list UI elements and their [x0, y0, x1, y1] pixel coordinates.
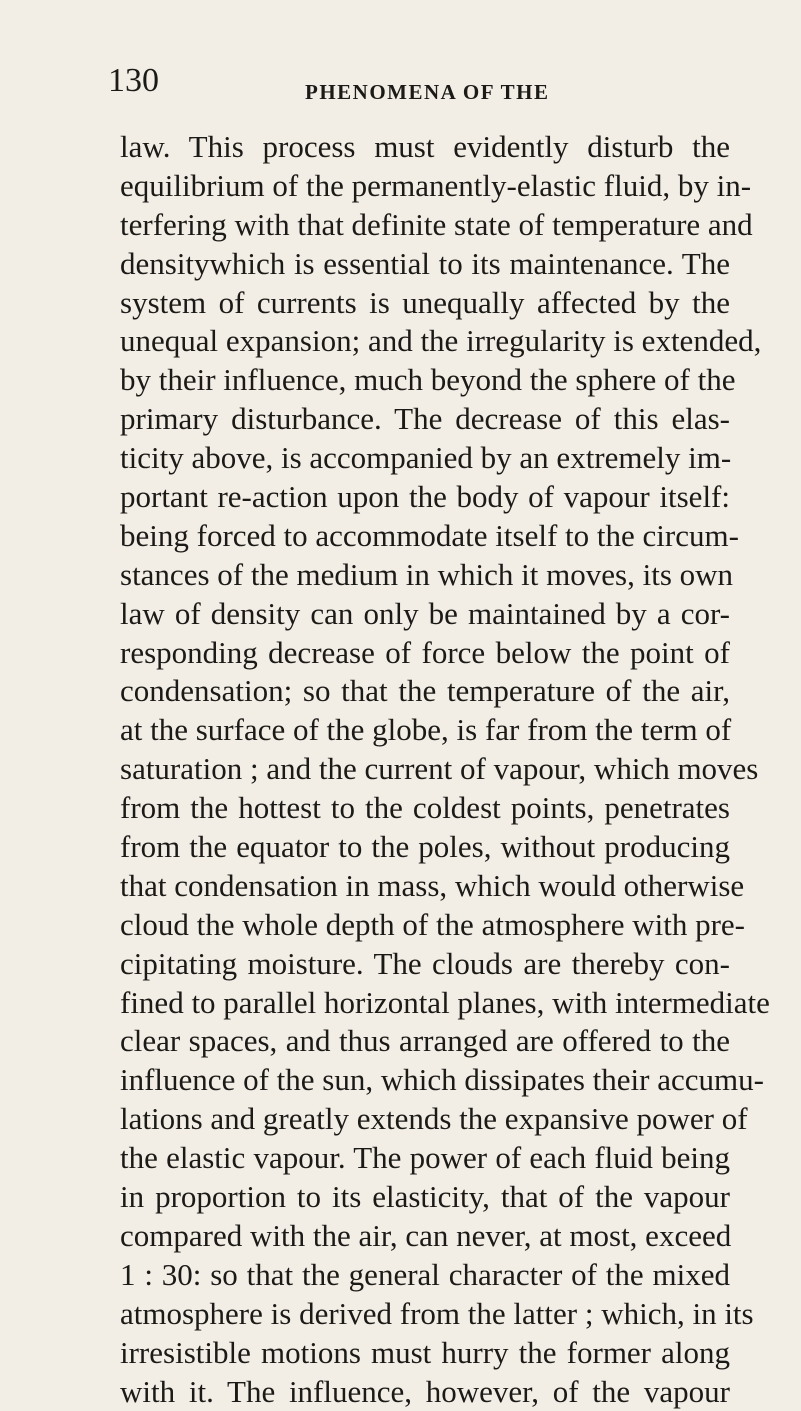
body-text [120, 128, 730, 1411]
text-line: condensation; so that the temperature of the air, [120, 672, 730, 711]
text-line: law of density can only be maintained by a cor- [120, 595, 730, 634]
text-line: irresistible motions must hurry the former along [120, 1334, 730, 1373]
text-line: responding decrease of force below the point of [120, 634, 730, 673]
text-line: cipitating moisture. The clouds are thereby con- [120, 945, 730, 984]
text-line: terfering with that definite state of temperature and [120, 206, 730, 245]
text-line: with it. The influence, however, of the vapour [120, 1373, 730, 1411]
text-line: from the hottest to the coldest points, penetrates [120, 789, 730, 828]
text-line: stances of the medium in which it moves, its own [120, 556, 730, 595]
text-line: system of currents is unequally affected by the [120, 284, 730, 323]
text-line: unequal expansion; and the irregularity is extended, [120, 322, 730, 361]
text-line: that condensation in mass, which would otherwise [120, 867, 730, 906]
text-line: being forced to accommodate itself to the circum- [120, 517, 730, 556]
text-line: compared with the air, can never, at most, exceed [120, 1217, 730, 1256]
text-line: densitywhich is essential to its maintenance. The [120, 245, 730, 284]
text-line: equilibrium of the permanently-elastic fluid, by in- [120, 167, 730, 206]
text-line: at the surface of the globe, is far from the term of [120, 711, 730, 750]
text-line: law. This process must evidently disturb the [120, 128, 730, 167]
text-line: in proportion to its elasticity, that of the vapour [120, 1178, 730, 1217]
text-line: the elastic vapour. The power of each fluid being [120, 1139, 730, 1178]
text-line: clear spaces, and thus arranged are offered to the [120, 1022, 730, 1061]
running-head: PHENOMENA OF THE [305, 80, 550, 105]
text-line: ticity above, is accompanied by an extremely im- [120, 439, 730, 478]
text-line: 1 : 30: so that the general character of the mixed [120, 1256, 730, 1295]
text-line: influence of the sun, which dissipates their accumu- [120, 1061, 730, 1100]
text-line: atmosphere is derived from the latter ; which, in its [120, 1295, 730, 1334]
text-line: lations and greatly extends the expansive power of [120, 1100, 730, 1139]
page-number: 130 [108, 62, 159, 100]
text-line: cloud the whole depth of the atmosphere with pre- [120, 906, 730, 945]
text-line: saturation ; and the current of vapour, which moves [120, 750, 730, 789]
text-line: from the equator to the poles, without producing [120, 828, 730, 867]
text-line: primary disturbance. The decrease of this elas- [120, 400, 730, 439]
text-line: portant re-action upon the body of vapour itself: [120, 478, 730, 517]
text-line: by their influence, much beyond the sphere of the [120, 361, 730, 400]
text-line: fined to parallel horizontal planes, with intermediate [120, 984, 730, 1023]
